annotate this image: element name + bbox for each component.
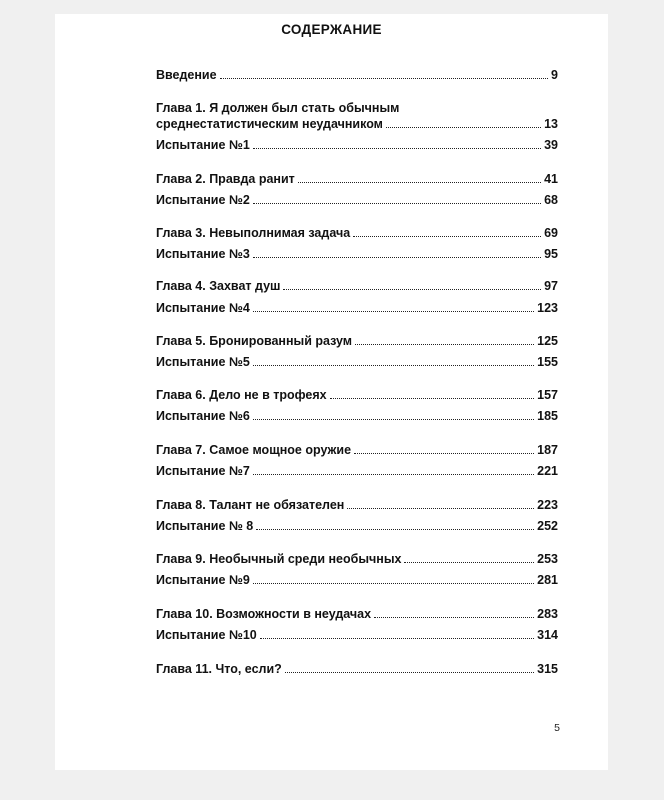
page-number: 5 <box>554 722 560 734</box>
toc-entry-label: Глава 3. Невыполнимая задача <box>156 226 351 240</box>
toc-entry-page: 252 <box>537 519 558 533</box>
toc-entry-label: Испытание №5 <box>156 355 250 369</box>
dot-leader <box>298 181 541 183</box>
toc-entry-label: Испытание №3 <box>156 247 250 261</box>
toc-entry-chapter-11 <box>156 661 558 677</box>
toc-entry-chapter-5 <box>156 333 558 349</box>
toc-entry-test-2 <box>156 192 558 208</box>
toc-entry-chapter-10 <box>156 606 558 622</box>
dot-leader <box>253 473 534 475</box>
dot-leader <box>283 288 541 290</box>
toc-entry-page: 314 <box>537 628 558 642</box>
toc-entry-label: Глава 8. Талант не обязателен <box>156 498 345 512</box>
dot-leader <box>260 637 534 639</box>
toc-entry-label: Глава 11. Что, если? <box>156 662 282 676</box>
toc-entry-label: Испытание №7 <box>156 464 250 478</box>
dot-leader <box>253 202 541 204</box>
toc-entry-chapter-4 <box>156 278 558 294</box>
toc-entry-page: 283 <box>537 607 558 621</box>
toc-entry-label: Испытание № 8 <box>156 519 254 533</box>
toc-entry-label: Введение <box>156 68 217 82</box>
toc-entry-label: Глава 2. Правда ранит <box>156 172 295 186</box>
dot-leader <box>330 397 535 399</box>
toc-entry-page: 187 <box>537 443 558 457</box>
toc-entry-label: Глава 9. Необычный среди необычных <box>156 552 402 566</box>
dot-leader <box>386 126 541 128</box>
toc-entry-test-4 <box>156 300 558 316</box>
toc-entry-label: Испытание №2 <box>156 193 250 207</box>
toc-entry-label: Испытание №6 <box>156 409 250 423</box>
document-page <box>55 14 608 770</box>
toc-entry-chapter-7 <box>156 442 558 458</box>
dot-leader <box>253 418 534 420</box>
toc-entry-label: Испытание №9 <box>156 573 250 587</box>
toc-entry-label: Глава 10. Возможности в неудачах <box>156 607 372 621</box>
toc-entry-chapter-6 <box>156 387 558 403</box>
toc-entry-chapter-3 <box>156 225 558 241</box>
toc-entry-label: Испытание №10 <box>156 628 257 642</box>
dot-leader <box>253 364 534 366</box>
toc-entry-page: 221 <box>537 464 558 478</box>
toc-entry-test-3 <box>156 246 558 262</box>
toc-entry-page: 123 <box>537 301 558 315</box>
toc-entry-label: Глава 7. Самое мощное оружие <box>156 443 352 457</box>
toc-entry-page: 125 <box>537 334 558 348</box>
toc-entry-page: 281 <box>537 573 558 587</box>
toc-entry-page: 95 <box>544 247 558 261</box>
dot-leader <box>253 582 534 584</box>
dot-leader <box>253 310 534 312</box>
toc-entry-test-8 <box>156 518 558 534</box>
toc-entry-page: 13 <box>544 117 558 131</box>
toc-entry-chapter-1-line1: Глава 1. Я должен был стать обычным <box>156 101 400 115</box>
toc-entry-page: 253 <box>537 552 558 566</box>
toc-entry-page: 315 <box>537 662 558 676</box>
toc-entry-page: 185 <box>537 409 558 423</box>
toc-entry-test-7 <box>156 463 558 479</box>
toc-entry-chapter-2 <box>156 171 558 187</box>
toc-entry-label: Испытание №1 <box>156 138 250 152</box>
dot-leader <box>354 452 534 454</box>
dot-leader <box>355 343 534 345</box>
toc-entry-label: Глава 6. Дело не в трофеях <box>156 388 327 402</box>
toc-entry-page: 39 <box>544 138 558 152</box>
toc-entry-introduction <box>156 67 558 83</box>
toc-entry-chapter-8 <box>156 497 558 513</box>
dot-leader <box>256 528 534 530</box>
dot-leader <box>347 507 534 509</box>
toc-entry-chapter-9 <box>156 551 558 567</box>
toc-entry-test-6 <box>156 408 558 424</box>
toc-entry-label: среднестатистическим неудачником <box>156 117 383 131</box>
dot-leader <box>353 235 541 237</box>
toc-entry-test-5 <box>156 354 558 370</box>
dot-leader <box>374 616 534 618</box>
page-title: СОДЕРЖАНИЕ <box>281 22 382 37</box>
dot-leader <box>253 256 541 258</box>
toc-entry-chapter-1 <box>156 116 558 132</box>
toc-entry-test-1 <box>156 137 558 153</box>
dot-leader <box>220 77 548 79</box>
toc-entry-test-10 <box>156 627 558 643</box>
toc-entry-page: 157 <box>537 388 558 402</box>
toc-entry-page: 69 <box>544 226 558 240</box>
toc-entry-label: Глава 4. Захват душ <box>156 279 281 293</box>
toc-entry-page: 68 <box>544 193 558 207</box>
toc-entry-page: 155 <box>537 355 558 369</box>
dot-leader <box>285 671 534 673</box>
toc-entry-page: 41 <box>544 172 558 186</box>
toc-entry-page: 223 <box>537 498 558 512</box>
dot-leader <box>253 147 541 149</box>
dot-leader <box>404 561 534 563</box>
toc-entry-page: 9 <box>551 68 558 82</box>
toc-entry-test-9 <box>156 572 558 588</box>
toc-entry-label: Испытание №4 <box>156 301 250 315</box>
toc-entry-page: 97 <box>544 279 558 293</box>
toc-entry-label: Глава 5. Бронированный разум <box>156 334 353 348</box>
